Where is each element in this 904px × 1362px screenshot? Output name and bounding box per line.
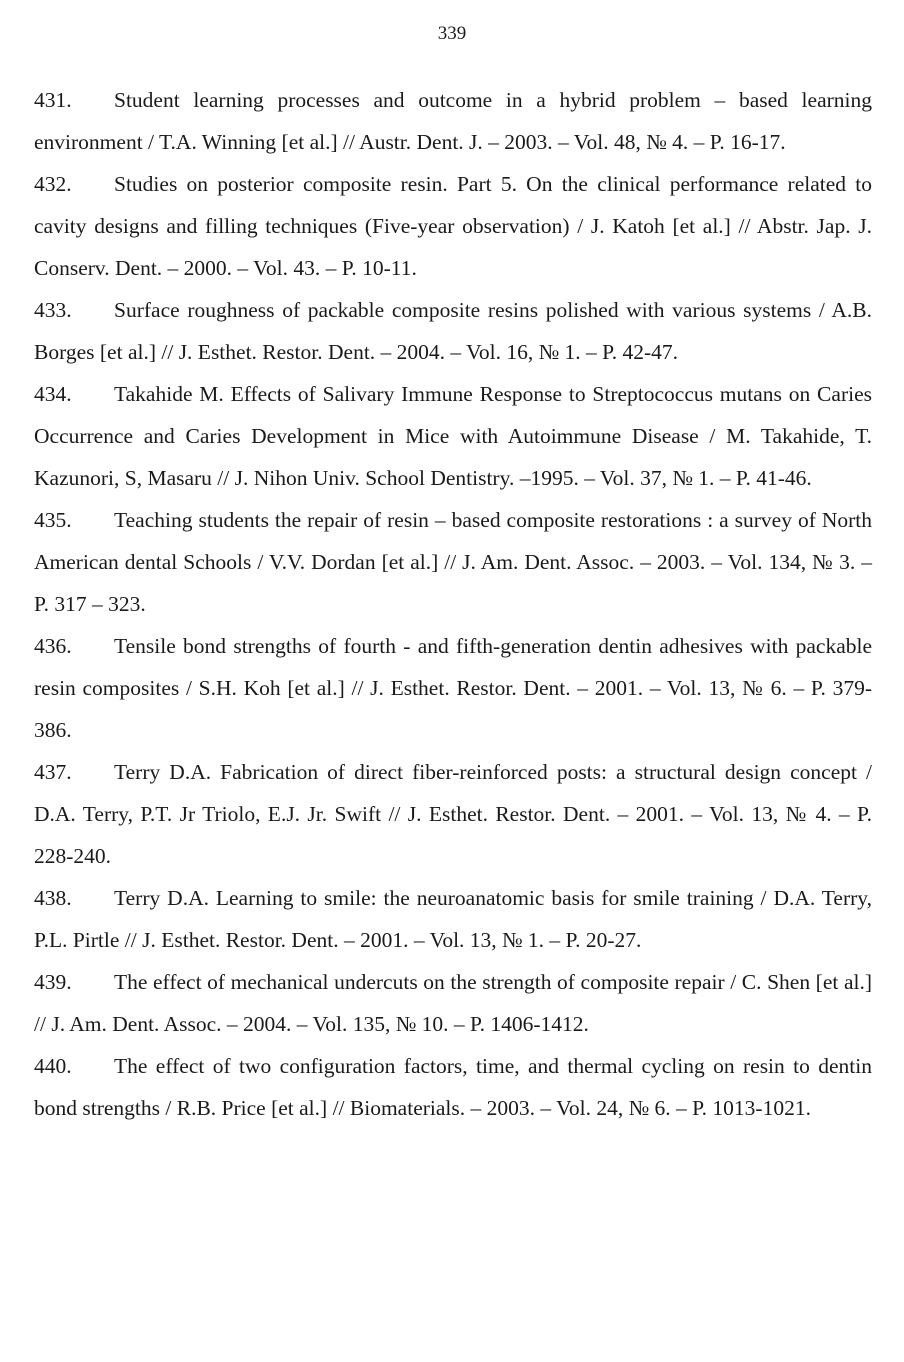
reference-item <box>34 1045 872 1129</box>
reference-item <box>34 79 872 163</box>
reference-number: 431. <box>34 88 72 112</box>
reference-item <box>34 751 872 877</box>
reference-number: 434. <box>34 382 72 406</box>
reference-item <box>34 499 872 625</box>
reference-number: 437. <box>34 760 72 784</box>
reference-text: Student learning processes and outcome in a hybrid problem – based learning environment / T.A. Winning [et al.] // Austr. Dent. J. – 2003. – Vol. 48, № 4. – P. 16-17. <box>34 88 872 154</box>
reference-number: 436. <box>34 634 72 658</box>
reference-text: Studies on posterior composite resin. Part 5. On the clinical performance related to cavity designs and filling techniques (Five-year observation) / J. Katoh [et al.] // Abstr. Jap. J. Conserv. Dent. – 2000. – Vol. 43. – P. 10-11. <box>34 172 872 280</box>
reference-text: Terry D.A. Learning to smile: the neuroanatomic basis for smile training / D.A. Terry, P.L. Pirtle // J. Esthet. Restor. Dent. – 2001. – Vol. 13, № 1. – P. 20-27. <box>34 886 872 952</box>
reference-item <box>34 625 872 751</box>
reference-item <box>34 163 872 289</box>
reference-text: Takahide M. Effects of Salivary Immune Response to Streptococcus mutans on Caries Occurrence and Caries Development in Mice with Autoimmune Disease / M. Takahide, T. Kazunori, S, Masaru // J. Nihon Univ. School Dentistry. –1995. – Vol. 37, № 1. – P. 41-46. <box>34 382 872 490</box>
reference-number: 435. <box>34 508 72 532</box>
reference-list <box>34 79 872 1129</box>
reference-item <box>34 289 872 373</box>
reference-item <box>34 373 872 499</box>
page-number: 339 <box>437 23 467 44</box>
reference-text: Tensile bond strengths of fourth - and fifth-generation dentin adhesives with packable resin composites / S.H. Koh [et al.] // J. Esthet. Restor. Dent. – 2001. – Vol. 13, № 6. – P. 379-386. <box>34 634 872 742</box>
reference-item <box>34 877 872 961</box>
reference-number: 440. <box>34 1054 72 1078</box>
reference-number: 438. <box>34 886 72 910</box>
reference-number: 439. <box>34 970 72 994</box>
reference-item <box>34 961 872 1045</box>
reference-text: Surface roughness of packable composite resins polished with various systems / A.B. Borges [et al.] // J. Esthet. Restor. Dent. – 2004. – Vol. 16, № 1. – P. 42-47. <box>34 298 872 364</box>
reference-text: Terry D.A. Fabrication of direct fiber-reinforced posts: a structural design concept / D.A. Terry, P.T. Jr Triolo, E.J. Jr. Swift // J. Esthet. Restor. Dent. – 2001. – Vol. 13, № 4. – P. 228-240. <box>34 760 872 868</box>
reference-text: The effect of two configuration factors, time, and thermal cycling on resin to dentin bond strengths / R.B. Price [et al.] // Biomaterials. – 2003. – Vol. 24, № 6. – P. 1013-1021. <box>34 1054 872 1120</box>
reference-number: 433. <box>34 298 72 322</box>
reference-text: Teaching students the repair of resin – based composite restorations : a survey of North American dental Schools / V.V. Dordan [et al.] // J. Am. Dent. Assoc. – 2003. – Vol. 134, № 3. – P. 317 – 323. <box>34 508 872 616</box>
reference-text: The effect of mechanical undercuts on the strength of composite repair / C. Shen [et al.] // J. Am. Dent. Assoc. – 2004. – Vol. 135, № 10. – P. 1406-1412. <box>34 970 872 1036</box>
reference-number: 432. <box>34 172 72 196</box>
